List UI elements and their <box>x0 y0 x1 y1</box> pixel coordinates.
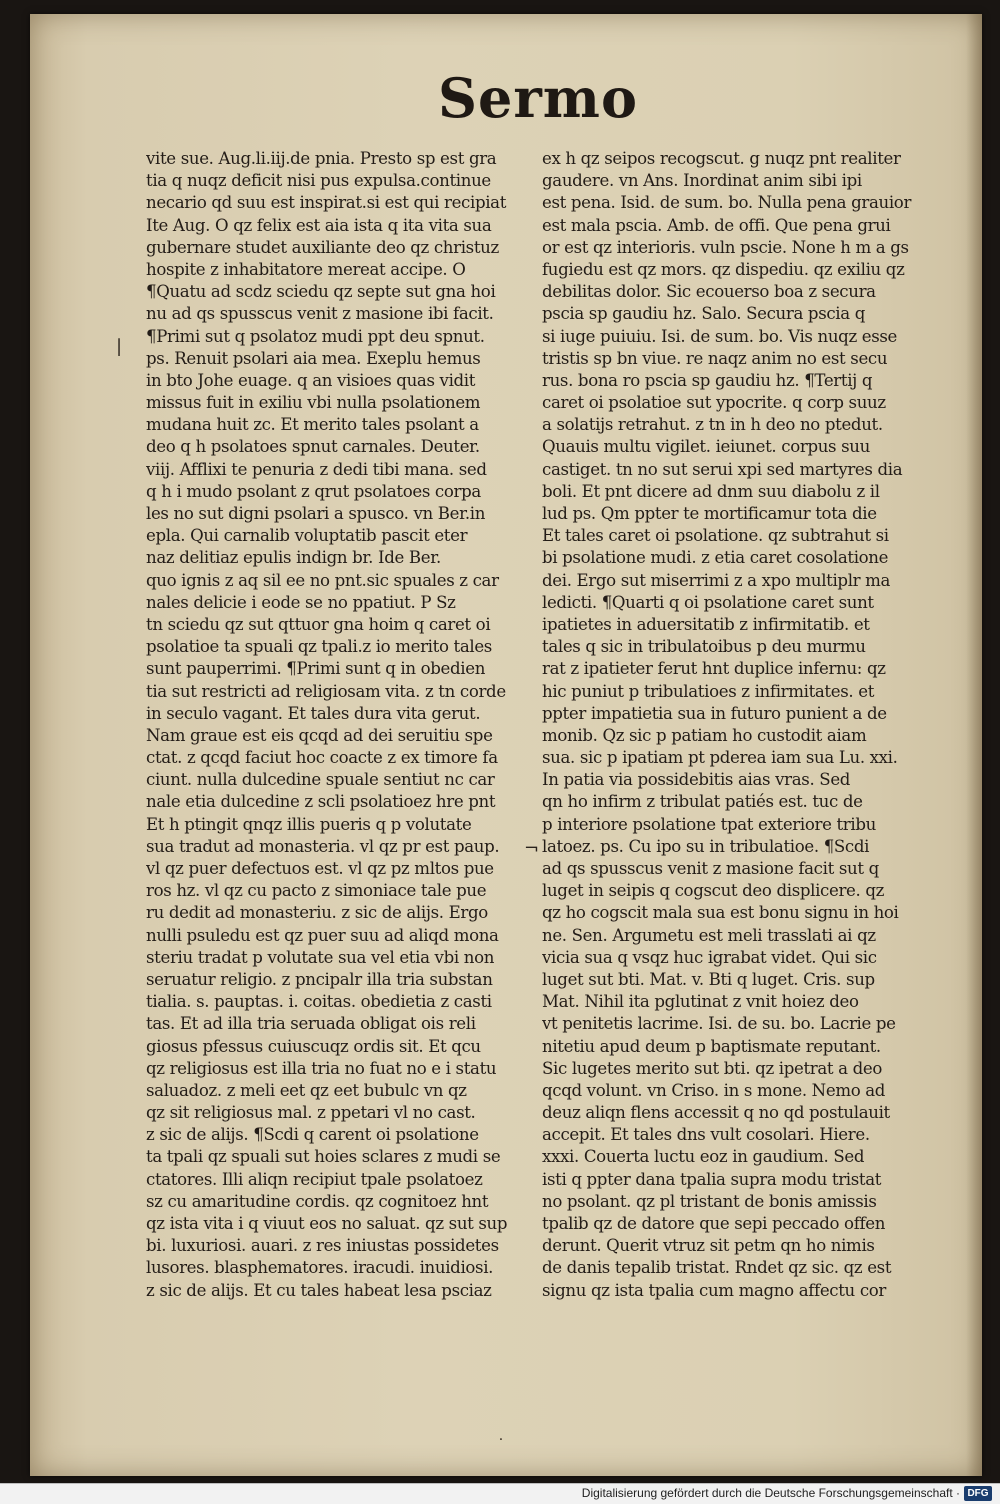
text-line: les no sut digni psolari a spusco. vn Ber.in <box>146 504 486 523</box>
text-line: vite sue. Aug.li.iij.de pnia. Presto sp est gra <box>146 149 497 168</box>
text-line: hospite z inhabitatore mereat accipe. O <box>146 259 466 279</box>
text-line: q h i mudo psolant z qrut psolatoes corpa <box>146 481 481 501</box>
text-line: monib. Qz sic p patiam ho custodit aiam <box>542 725 867 745</box>
text-line: qcqd volunt. vn Criso. in s mone. Nemo ad <box>542 1080 886 1100</box>
text-line: latoez. ps. Cu ipo su in tribulatioe. ¶Scdi <box>542 836 870 856</box>
text-line: boli. Et pnt dicere ad dnm suu diabolu z il <box>542 481 880 501</box>
text-line: est mala pscia. Amb. de offi. Que pena grui <box>542 215 891 235</box>
text-line: necario qd suu est inspirat.si est qui recipiat <box>146 193 507 213</box>
text-line: vl qz puer defectuos est. vl qz pz mltos pue <box>146 859 494 878</box>
footer-bar <box>0 1483 1000 1504</box>
text-line: ta tpali qz spuali sut hoies sclares z mudi se <box>146 1147 501 1167</box>
text-line: rat z ipatieter ferut hnt duplice infernu: qz <box>542 659 886 679</box>
text-line: Nam graue est eis qcqd ad dei seruitiu spe <box>146 725 493 745</box>
text-line: mudana huit zc. Et merito tales psolant a <box>146 415 479 435</box>
text-line: tn sciedu qz sut qttuor gna hoim q caret oi <box>146 614 491 634</box>
text-line: nu ad qs spusscus venit z masione ibi facit. <box>146 304 494 324</box>
text-line: saluadoz. z meli eet qz eet bubulc vn qz <box>146 1080 467 1100</box>
text-line: bi. luxuriosi. auari. z res iniustas possidetes <box>146 1236 499 1256</box>
text-line: debilitas dolor. Sic ecouerso boa z secura <box>542 282 876 302</box>
text-line: tristis sp bn viue. re naqz anim no est secu <box>542 348 888 368</box>
text-line: ros hz. vl qz cu pacto z simoniace tale pue <box>146 881 487 901</box>
text-line: sunt pauperrimi. ¶Primi sunt q in obedien <box>146 659 486 679</box>
text-line: ciunt. nulla dulcedine spuale sentiut nc car <box>146 770 495 790</box>
left-text-column <box>146 148 544 1302</box>
signature-mark: · <box>498 1432 504 1448</box>
text-line: tales q sic in tribulatoibus p deu murmu <box>542 637 866 657</box>
text-line: In patia via possidebitis aias vras. Sed <box>542 770 851 790</box>
text-line: luget in seipis q cogscut deo displicere. qz <box>542 881 885 901</box>
text-line: a solatijs retrahut. z tn in h deo no ptedut. <box>542 415 883 435</box>
text-line: or est qz interioris. vuln pscie. None h m a gs <box>542 237 909 257</box>
text-line: tia sut restricti ad religiosam vita. z tn corde <box>146 681 506 701</box>
text-line: lud ps. Qm ppter te mortificamur tota die <box>542 504 877 523</box>
text-line: viij. Afflixi te penuria z dedi tibi mana. sed <box>146 459 487 479</box>
text-line: vt penitetis lacrime. Isi. de su. bo. Lacrie pe <box>542 1014 896 1034</box>
text-line: ledicti. ¶Quarti q oi psolatione caret sunt <box>542 592 874 612</box>
text-line: tpalib qz de datore que sepi peccado offen <box>542 1214 886 1233</box>
text-line: no psolant. qz pl tristant de bonis amissis <box>542 1191 877 1211</box>
text-line: naz delitiaz epulis indign br. Ide Ber. <box>146 548 441 568</box>
text-line: nulli psuledu est qz puer suu ad aliqd mona <box>146 925 499 945</box>
text-line: giosus pfessus cuiuscuqz ordis sit. Et qcu <box>146 1036 481 1056</box>
text-line: caret oi psolatioe sut ypocrite. q corp suuz <box>542 393 886 413</box>
text-line: vicia sua q vsqz huc igrabat videt. Qui sic <box>542 947 877 967</box>
margin-mark: ¬ <box>524 838 540 859</box>
text-line: accepit. Et tales dns vult cosolari. Hiere. <box>542 1125 870 1145</box>
text-line: rus. bona ro pscia sp gaudiu hz. ¶Tertij q <box>542 370 873 390</box>
text-line: ne. Sen. Argumetu est meli trasslati ai qz <box>542 925 876 945</box>
right-text-column <box>542 148 940 1302</box>
text-line: steriu tradat p volutate sua vel etia vbi non <box>146 947 495 967</box>
running-heading: Sermo <box>438 66 638 130</box>
text-line: tas. Et ad illa tria seruada obligat ois reli <box>146 1014 476 1034</box>
text-line: si iuge puiuiu. Isi. de sum. bo. Vis nuqz esse <box>542 326 898 346</box>
text-line: xxxi. Couerta luctu eoz in gaudium. Sed <box>542 1147 865 1167</box>
text-line: deo q h psolatoes spnut carnales. Deuter. <box>146 437 480 457</box>
text-line: qz sit religiosus mal. z ppetari vl no cast. <box>146 1103 476 1123</box>
text-line: tialia. s. pauptas. i. coitas. obedietia z casti <box>146 992 492 1012</box>
page-gutter-shadow <box>966 14 982 1476</box>
text-line: ctatores. Illi aliqn recipiut tpale psolatoez <box>146 1169 483 1189</box>
text-line: in seculo vagant. Et tales dura vita gerut. <box>146 703 481 723</box>
text-line: Et h ptingit qnqz illis pueris q p volutate <box>146 814 472 834</box>
text-line: pscia sp gaudiu hz. Salo. Secura pscia q <box>542 304 866 324</box>
text-line: p interiore psolatione tpat exteriore tribu <box>542 814 876 834</box>
text-line: qz ho cogscit mala sua est bonu signu in hoi <box>542 903 899 923</box>
text-line: lusores. blasphematores. iracudi. inuidiosi. <box>146 1258 494 1278</box>
text-line: tia q nuqz deficit nisi pus expulsa.continue <box>146 171 491 191</box>
text-line: Mat. Nihil ita pglutinat z vnit hoiez deo <box>542 992 859 1012</box>
text-line: hic puniut p tribulatioes z infirmitates. et <box>542 681 875 701</box>
text-line: luget sut bti. Mat. v. Bti q luget. Cris. sup <box>542 969 875 989</box>
text-line: in bto Johe euage. q an visioes quas vidit <box>146 370 476 390</box>
text-line: bi psolatione mudi. z etia caret cosolatione <box>542 548 889 568</box>
text-line: qz religiosus est illa tria no fuat no e i statu <box>146 1058 497 1078</box>
text-line: qz ista vita i q viuut eos no saluat. qz sut sup <box>146 1214 508 1233</box>
text-line: dei. Ergo sut miserrimi z a xpo multiplr ma <box>542 570 891 590</box>
text-line: ipatietes in aduersitatib z infirmitatib. et <box>542 614 870 634</box>
text-line: seruatur religio. z pncipalr illa tria substan <box>146 969 493 989</box>
text-line: sz cu amaritudine cordis. qz cognitoez hnt <box>146 1191 489 1211</box>
text-line: qn ho infirm z tribulat patiés est. tuc de <box>542 792 863 812</box>
text-line: signu qz ista tpalia cum magno affectu cor <box>542 1280 886 1300</box>
text-line: de danis tepalib tristat. Rndet qz sic. qz est <box>542 1258 892 1278</box>
text-line: ex h qz seipos recogscut. g nuqz pnt realiter <box>542 149 901 168</box>
text-line: nale etia dulcedine z scli psolatioez hre pnt <box>146 792 496 812</box>
text-line: Quauis multu vigilet. ieiunet. corpus suu <box>542 437 870 457</box>
text-line: sua tradut ad monasteria. vl qz pr est paup. <box>146 836 500 856</box>
text-line: sua. sic p ipatiam pt pderea iam sua Lu. xxi. <box>542 748 898 768</box>
text-line: fugiedu est qz mors. qz dispediu. qz exiliu qz <box>542 259 905 279</box>
text-line: missus fuit in exiliu vbi nulla psolationem <box>146 393 481 413</box>
text-line: ¶Quatu ad scdz sciedu qz septe sut gna hoi <box>146 282 496 302</box>
text-line: nales delicie i eode se no ppatiut. P Sz <box>146 592 456 612</box>
text-line: ¶Primi sut q psolatoz mudi ppt deu spnut. <box>146 326 485 346</box>
text-line: ad qs spusscus venit z masione facit sut q <box>542 859 879 878</box>
text-line: Et tales caret oi psolatione. qz subtrahut si <box>542 526 889 546</box>
text-line: epla. Qui carnalib voluptatib pascit eter <box>146 526 468 546</box>
margin-mark: | <box>116 336 123 357</box>
text-line: deuz aliqn flens accessit q no qd postulauit <box>542 1103 890 1123</box>
text-line: castiget. tn no sut serui xpi sed martyres dia <box>542 459 903 479</box>
dfg-logo[interactable]: DFG <box>964 1486 992 1501</box>
text-line: gubernare studet auxiliante deo qz christuz <box>146 237 499 257</box>
text-line: ru dedit ad monasteriu. z sic de alijs. Ergo <box>146 903 488 923</box>
text-line: nitetiu apud deum p baptismate reputant. <box>542 1036 881 1056</box>
text-line: z sic de alijs. ¶Scdi q carent oi psolatione <box>146 1125 479 1145</box>
text-line: psolatioe ta spuali qz tpali.z io merito tales <box>146 637 492 657</box>
funding-notice: Digitalisierung gefördert durch die Deutsche Forschungsgemeinschaft · <box>581 1486 960 1500</box>
text-line: gaudere. vn Ans. Inordinat anim sibi ipi <box>542 171 862 191</box>
text-line: quo ignis z aq sil ee no pnt.sic spuales z car <box>146 570 499 590</box>
text-line: ctat. z qcqd faciut hoc coacte z ex timore fa <box>146 748 498 768</box>
text-line: z sic de alijs. Et cu tales habeat lesa psciaz <box>146 1280 492 1300</box>
text-line: Ite Aug. O qz felix est aia ista q ita vita sua <box>146 215 492 235</box>
text-line: ppter impatietia sua in futuro punient a de <box>542 703 887 723</box>
text-line: isti q ppter dana tpalia supra modu tristat <box>542 1169 882 1189</box>
text-line: est pena. Isid. de sum. bo. Nulla pena grauior <box>542 193 912 213</box>
text-line: derunt. Querit vtruz sit petm qn ho nimis <box>542 1236 875 1256</box>
text-line: Sic lugetes merito sut bti. qz ipetrat a deo <box>542 1058 883 1078</box>
text-line: ps. Renuit psolari aia mea. Exeplu hemus <box>146 348 481 368</box>
